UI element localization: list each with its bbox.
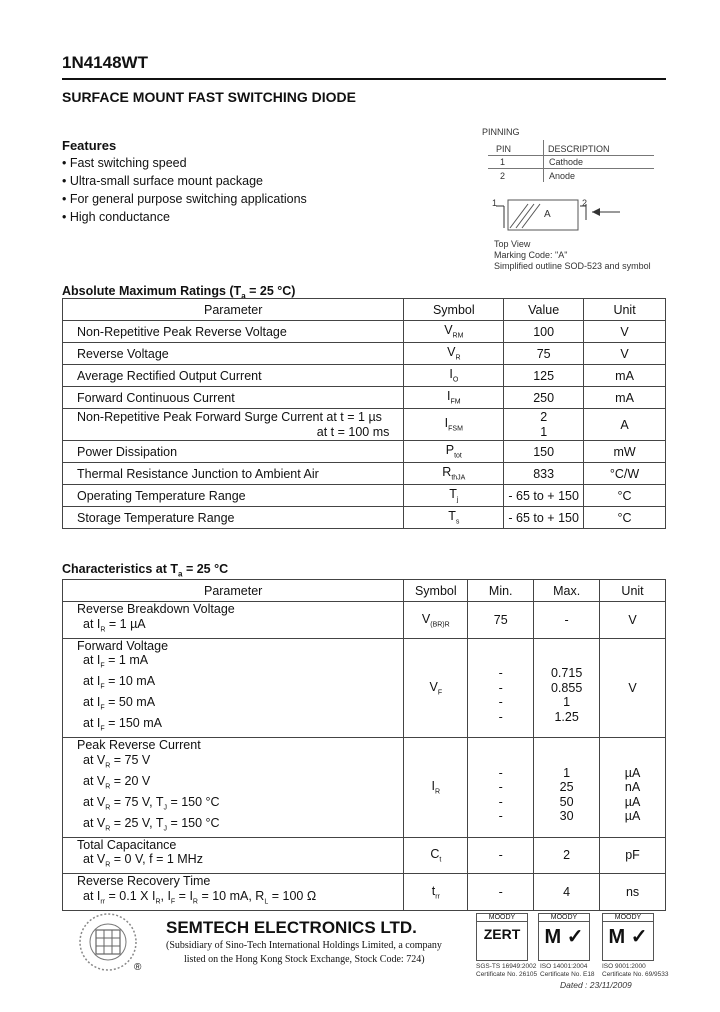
- symbol-cell: $V_{(BR)R}$: [404, 602, 468, 639]
- abs-max-table: [62, 298, 666, 529]
- max-cell: 1 25 50 30: [534, 738, 600, 838]
- diagram-marking: A: [544, 209, 551, 220]
- pinning-title: PINNING: [482, 127, 520, 137]
- pinning-header-rule: [488, 155, 654, 156]
- table-row: [63, 409, 666, 441]
- symbol-cell: $T_s$: [404, 507, 504, 529]
- unit-cell: mA: [584, 365, 666, 387]
- unit-cell: µA nA µA µA: [600, 738, 666, 838]
- col-parameter: Parameter: [63, 299, 404, 321]
- param-cell: Forward Voltage at $I_F = 1$ mA at $I_F = 10$ mA at $I_F = 50$ mA at $I_F = 150$ mA: [63, 638, 404, 738]
- param-cell: Non-Repetitive Peak Reverse Voltage: [63, 321, 404, 343]
- symbol-cell: $I_{FSM}$: [404, 409, 504, 441]
- unit-cell: V: [600, 638, 666, 738]
- value-cell: 833: [504, 463, 584, 485]
- table-header-row: [63, 580, 666, 602]
- diagram-pin-1: 1: [492, 198, 498, 208]
- symbol-cell: $T_j$: [404, 485, 504, 507]
- abs-max-title: Absolute Maximum Ratings ($T_a = 25$ °C): [62, 284, 296, 301]
- features-title: Features: [62, 138, 117, 153]
- unit-cell: ns: [600, 874, 666, 911]
- param-cell: Average Rectified Output Current: [63, 365, 404, 387]
- document-subtitle: SURFACE MOUNT FAST SWITCHING DIODE: [62, 89, 356, 105]
- cert-badge-2-icon: MOODY M ✓: [538, 913, 590, 961]
- diagram-caption-outline: Simplified outline SOD-523 and symbol: [494, 261, 651, 271]
- cert-3-number: Certificate No. 69/9533: [602, 971, 669, 978]
- cert-1-label: SGS-TS 16949:2002: [476, 963, 537, 970]
- symbol-cell: $V_{RM}$: [404, 321, 504, 343]
- min-cell: -: [468, 874, 534, 911]
- symbol-cell: $P_{tot}$: [404, 441, 504, 463]
- param-cell: Reverse Breakdown Voltage at $I_R = 1$ µA: [63, 602, 404, 639]
- col-symbol: Symbol: [404, 299, 504, 321]
- symbol-cell: $C_t$: [404, 837, 468, 874]
- param-cell: Forward Continuous Current: [63, 387, 404, 409]
- value-cell: - 65 to + 150: [504, 507, 584, 529]
- pinning-desc-1: Cathode: [549, 157, 584, 167]
- param-cell: Peak Reverse Current at $V_R = 75$ V at $V_R = 20$ V at $V_R = 75$ V, $T_J = 150$ °C at $V_R = 25$ V, $T_J = 150$ °C: [63, 738, 404, 838]
- col-unit: Unit: [600, 580, 666, 602]
- feature-item: • Fast switching speed: [62, 156, 187, 170]
- cert-badge-3-icon: MOODY M ✓: [602, 913, 654, 961]
- max-cell: 4: [534, 874, 600, 911]
- min-cell: 75: [468, 602, 534, 639]
- symbol-cell: $I_R$: [404, 738, 468, 838]
- max-cell: 2: [534, 837, 600, 874]
- table-row: [63, 485, 666, 507]
- param-cell: Reverse Recovery Time at $I_{rr} = 0.1$ X $I_R$, $I_F = I_R = 10$ mA, $R_L = 100$ Ω: [63, 874, 404, 911]
- symbol-cell: $V_F$: [404, 638, 468, 738]
- company-subsidiary-line-1: (Subsidiary of Sino-Tech International Holdings Limited, a company: [166, 940, 442, 951]
- unit-cell: °C/W: [584, 463, 666, 485]
- param-cell: Reverse Voltage: [63, 343, 404, 365]
- pinning-pin-1: 1: [500, 157, 506, 167]
- unit-cell: A: [584, 409, 666, 441]
- table-row: [63, 343, 666, 365]
- cert-3-label: ISO 9001:2000: [602, 963, 646, 970]
- param-cell: Total Capacitance at $V_R = 0$ V, f = 1 MHz: [63, 837, 404, 874]
- unit-cell: mW: [584, 441, 666, 463]
- symbol-cell: $t_{rr}$: [404, 874, 468, 911]
- pinning-col-desc: DESCRIPTION: [548, 144, 610, 154]
- pinning-desc-2: Anode: [549, 171, 576, 181]
- symbol-cell: $I_{FM}$: [404, 387, 504, 409]
- table-row: [63, 638, 666, 738]
- param-cell: Operating Temperature Range: [63, 485, 404, 507]
- value-cell: 150: [504, 441, 584, 463]
- part-number: 1N4148WT: [62, 53, 148, 72]
- table-row: [63, 738, 666, 838]
- col-parameter: Parameter: [63, 580, 404, 602]
- unit-cell: V: [584, 321, 666, 343]
- table-row: [63, 874, 666, 911]
- value-cell: 2 1: [504, 409, 584, 441]
- min-cell: - - - -: [468, 638, 534, 738]
- unit-cell: °C: [584, 507, 666, 529]
- symbol-cell: $R_{thJA}$: [404, 463, 504, 485]
- pinning-row-rule: [488, 168, 654, 169]
- dated-label: Dated : 23/11/2009: [560, 980, 632, 990]
- pinning-pin-2: 2: [500, 171, 506, 181]
- param-cell: Power Dissipation: [63, 441, 404, 463]
- table-row: [63, 441, 666, 463]
- company-name: SEMTECH ELECTRONICS LTD.: [166, 918, 417, 937]
- min-cell: - - - -: [468, 738, 534, 838]
- company-subsidiary-line-2: listed on the Hong Kong Stock Exchange, Stock Code: 724): [184, 954, 425, 965]
- max-cell: -: [534, 602, 600, 639]
- table-row: [63, 321, 666, 343]
- characteristics-title: Characteristics at $T_a = 25$ °C: [62, 562, 229, 579]
- max-cell: 0.715 0.855 1 1.25: [534, 638, 600, 738]
- characteristics-table: [62, 579, 666, 911]
- param-cell: Thermal Resistance Junction to Ambient Air: [63, 463, 404, 485]
- unit-cell: pF: [600, 837, 666, 874]
- min-cell: -: [468, 837, 534, 874]
- cert-2-number: Certificate No. E18: [540, 971, 595, 978]
- col-min: Min.: [468, 580, 534, 602]
- diagram-caption-marking: Marking Code: "A": [494, 250, 568, 260]
- symbol-cell: $I_O$: [404, 365, 504, 387]
- value-cell: - 65 to + 150: [504, 485, 584, 507]
- col-max: Max.: [534, 580, 600, 602]
- header-rule: [62, 78, 666, 80]
- value-cell: 75: [504, 343, 584, 365]
- table-row: [63, 837, 666, 874]
- unit-cell: mA: [584, 387, 666, 409]
- feature-item: • Ultra-small surface mount package: [62, 174, 263, 188]
- table-row: [63, 463, 666, 485]
- table-header-row: [63, 299, 666, 321]
- diagram-caption-top-view: Top View: [494, 239, 531, 249]
- param-cell: Non-Repetitive Peak Forward Surge Current at t = 1 µs at t = 100 ms: [63, 409, 404, 441]
- value-cell: 250: [504, 387, 584, 409]
- table-row: [63, 365, 666, 387]
- param-cell: Storage Temperature Range: [63, 507, 404, 529]
- table-row: [63, 507, 666, 529]
- unit-cell: V: [600, 602, 666, 639]
- company-logo-icon: [78, 912, 138, 972]
- value-cell: 100: [504, 321, 584, 343]
- col-value: Value: [504, 299, 584, 321]
- pinning-col-pin: PIN: [496, 144, 512, 154]
- table-row: [63, 602, 666, 639]
- cert-1-number: Certificate No. 26105: [476, 971, 538, 978]
- symbol-cell: $V_R$: [404, 343, 504, 365]
- feature-item: • High conductance: [62, 210, 170, 224]
- feature-item: • For general purpose switching applications: [62, 192, 307, 206]
- cert-2-label: ISO 14001:2004: [540, 963, 588, 970]
- registered-mark: ®: [134, 962, 142, 973]
- unit-cell: V: [584, 343, 666, 365]
- value-cell: 125: [504, 365, 584, 387]
- pinning-col-divider: [543, 140, 544, 182]
- package-diagram-icon: [488, 192, 648, 240]
- unit-cell: °C: [584, 485, 666, 507]
- col-unit: Unit: [584, 299, 666, 321]
- col-symbol: Symbol: [404, 580, 468, 602]
- diagram-pin-2: 2: [582, 198, 588, 208]
- cert-badge-1-icon: MOODY ZERT: [476, 913, 528, 961]
- table-row: [63, 387, 666, 409]
